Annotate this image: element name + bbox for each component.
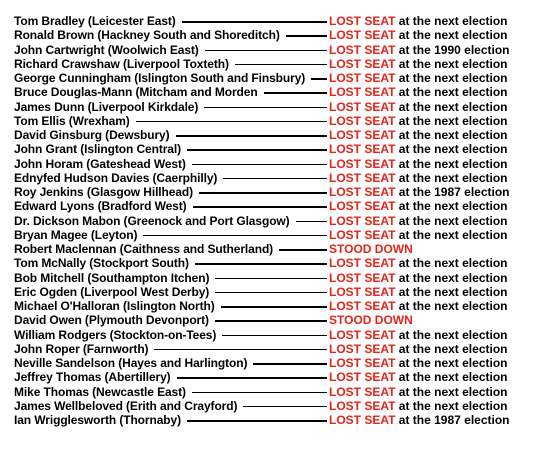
status-label: LOST SEAT (329, 71, 396, 85)
status-label: LOST SEAT (329, 85, 396, 100)
leader-line (182, 21, 327, 23)
leader-line (223, 178, 327, 180)
outcome (329, 313, 413, 327)
mp-name: Eric Ogden (Liverpool West Derby) (14, 284, 210, 299)
outcome (329, 71, 507, 85)
mp-name: David Ginsburg (Dewsbury) (14, 128, 170, 142)
status-label: STOOD DOWN (329, 313, 413, 328)
mp-name: Neville Sandelson (Hayes and Harlington) (14, 356, 248, 370)
list-item (14, 271, 530, 285)
status-detail: at the next election (395, 284, 508, 299)
outcome (329, 228, 507, 242)
status-label: LOST SEAT (329, 99, 396, 114)
status-label: LOST SEAT (329, 42, 396, 57)
list-item (14, 171, 530, 185)
mp-name: John Grant (Islington Central) (14, 142, 181, 157)
status-label: LOST SEAT (329, 185, 396, 199)
outcome (329, 242, 413, 256)
leader-line (192, 164, 327, 166)
status-label: LOST SEAT (329, 370, 396, 385)
leader-line (193, 206, 327, 208)
mp-name: Jeffrey Thomas (Abertillery) (14, 370, 171, 385)
leader-line (136, 121, 327, 123)
mp-name: John Roper (Farnworth) (14, 341, 149, 356)
mp-name: Michael O'Halloran (Islington North) (14, 299, 215, 313)
mp-name: Edward Lyons (Bradford West) (14, 199, 187, 214)
outcome (329, 370, 507, 384)
outcome (329, 285, 507, 299)
leader-line (296, 221, 327, 223)
status-detail: at the next election (395, 199, 508, 214)
list-item (14, 128, 530, 142)
mp-name: Mike Thomas (Newcastle East) (14, 384, 186, 399)
list-item (14, 214, 530, 228)
list-item (14, 370, 530, 384)
mp-name: William Rodgers (Stockton-on-Tees) (14, 327, 217, 342)
leader-line (192, 392, 327, 394)
list-item (14, 157, 530, 171)
leader-line (195, 263, 327, 265)
leader-line (222, 335, 327, 337)
status-detail: at the next election (395, 256, 508, 271)
status-label: LOST SEAT (329, 142, 396, 157)
list-item (14, 256, 530, 270)
status-label: LOST SEAT (329, 14, 396, 28)
status-detail: at the 1987 election (395, 185, 510, 199)
leader-line (143, 235, 327, 237)
list-item (14, 242, 530, 256)
status-detail: at the next election (395, 113, 508, 128)
status-detail: at the next election (395, 128, 508, 142)
leader-line (205, 50, 327, 52)
outcome (329, 185, 510, 199)
status-detail: at the 1990 election (395, 42, 510, 57)
status-detail: at the next election (395, 14, 508, 28)
list-item (14, 413, 530, 427)
leader-line (221, 306, 327, 308)
outcome (329, 43, 510, 57)
list-item (14, 385, 530, 399)
leader-line (154, 349, 327, 351)
status-detail: at the next election (395, 99, 508, 114)
outcome (329, 57, 507, 71)
mp-name: James Wellbeloved (Erith and Crayford) (14, 398, 238, 413)
status-label: LOST SEAT (329, 199, 396, 214)
outcome (329, 299, 507, 313)
mp-name: John Horam (Gateshead West) (14, 156, 186, 171)
leader-line (215, 278, 327, 280)
outcome (329, 128, 507, 142)
list-item (14, 114, 530, 128)
outcome (329, 14, 507, 28)
status-detail: at the next election (395, 227, 508, 242)
outcome (329, 256, 507, 270)
status-detail: at the next election (395, 142, 508, 157)
status-label: LOST SEAT (329, 128, 396, 142)
mp-name: Ronald Brown (Hackney South and Shoreditch) (14, 28, 280, 43)
list-item (14, 342, 530, 356)
mp-name: Bruce Douglas-Mann (Mitcham and Morden (14, 85, 258, 100)
outcome (329, 157, 507, 171)
list-item (14, 85, 530, 99)
outcome (329, 100, 507, 114)
status-label: LOST SEAT (329, 398, 396, 413)
status-label: LOST SEAT (329, 341, 396, 356)
list-item (14, 71, 530, 85)
leader-line (199, 192, 327, 194)
list-item (14, 356, 530, 370)
list-item (14, 57, 530, 71)
status-label: LOST SEAT (329, 227, 396, 242)
status-label: LOST SEAT (329, 384, 396, 399)
mp-name: Roy Jenkins (Glasgow Hillhead) (14, 185, 194, 199)
status-label: LOST SEAT (329, 284, 396, 299)
list-item (14, 313, 530, 327)
list-item (14, 199, 530, 213)
outcome (329, 413, 510, 427)
outcome (329, 85, 507, 99)
status-label: LOST SEAT (329, 56, 396, 71)
status-detail: at the next election (395, 170, 508, 185)
leader-line (235, 64, 327, 66)
status-detail: at the next election (395, 71, 508, 85)
outcome (329, 356, 507, 370)
outcome (329, 385, 507, 399)
leader-line (215, 320, 327, 322)
mp-name: John Cartwright (Woolwich East) (14, 42, 199, 57)
status-detail: at the 1987 election (395, 413, 510, 427)
outcome (329, 199, 507, 213)
leader-line (215, 292, 327, 294)
outcome (329, 114, 507, 128)
status-detail: at the next election (395, 299, 508, 313)
status-detail: at the next election (395, 398, 508, 413)
mp-name: George Cunningham (Islington South and Finsbury) (14, 71, 306, 85)
list-item (14, 43, 530, 57)
leader-line (279, 249, 327, 251)
list-item (14, 228, 530, 242)
status-detail: at the next election (395, 56, 508, 71)
status-label: LOST SEAT (329, 256, 396, 271)
leader-line (176, 135, 327, 137)
list-item (14, 142, 530, 156)
list-item (14, 328, 530, 342)
mp-name: Tom McNally (Stockport South) (14, 256, 189, 271)
status-detail: at the next election (395, 341, 508, 356)
outcome (329, 142, 507, 156)
outcome (329, 399, 507, 413)
status-label: LOST SEAT (329, 270, 396, 285)
status-detail: at the next election (395, 85, 508, 100)
mp-name: Dr. Dickson Mabon (Greenock and Port Glasgow) (14, 213, 290, 228)
list-item (14, 14, 530, 28)
status-label: LOST SEAT (329, 356, 396, 370)
leader-line (311, 78, 327, 80)
list-item (14, 399, 530, 413)
list-item (14, 28, 530, 42)
list-item (14, 100, 530, 114)
status-label: STOOD DOWN (329, 242, 413, 256)
mp-name: David Owen (Plymouth Devonport) (14, 313, 209, 328)
outcome (329, 214, 507, 228)
mp-name: Tom Bradley (Leicester East) (14, 14, 176, 28)
leader-line (253, 363, 327, 365)
outcome (329, 28, 507, 42)
mp-name: Bob Mitchell (Southampton Itchen) (14, 270, 210, 285)
status-label: LOST SEAT (329, 213, 396, 228)
status-label: LOST SEAT (329, 156, 396, 171)
status-label: LOST SEAT (329, 113, 396, 128)
status-detail: at the next election (395, 28, 508, 43)
mp-name: Tom Ellis (Wrexham) (14, 113, 130, 128)
status-label: LOST SEAT (329, 413, 396, 427)
mp-name: James Dunn (Liverpool Kirkdale) (14, 99, 199, 114)
leader-line (187, 149, 327, 151)
list-item (14, 285, 530, 299)
outcome (329, 271, 507, 285)
status-detail: at the next election (395, 156, 508, 171)
status-detail: at the next election (395, 384, 508, 399)
mp-name: Robert Maclennan (Caithness and Sutherland) (14, 242, 274, 256)
status-detail: at the next election (395, 370, 508, 385)
leader-line (243, 406, 327, 408)
status-label: LOST SEAT (329, 170, 396, 185)
mp-name: Ian Wrigglesworth (Thornaby) (14, 413, 181, 427)
outcome (329, 328, 507, 342)
status-detail: at the next election (395, 327, 508, 342)
leader-line (177, 377, 327, 379)
status-detail: at the next election (395, 213, 508, 228)
status-label: LOST SEAT (329, 327, 396, 342)
leader-line (187, 420, 327, 422)
outcome (329, 171, 507, 185)
outcome (329, 342, 507, 356)
mp-name: Bryan Magee (Leyton) (14, 227, 138, 242)
leader-line (204, 107, 327, 109)
list-item (14, 185, 530, 199)
list-item (14, 299, 530, 313)
mp-name: Ednyfed Hudson Davies (Caerphilly) (14, 170, 218, 185)
status-detail: at the next election (395, 356, 508, 370)
status-label: LOST SEAT (329, 28, 396, 43)
mp-name: Richard Crawshaw (Liverpool Toxteth) (14, 56, 229, 71)
mp-outcome-list (14, 14, 530, 427)
leader-line (286, 35, 327, 37)
status-detail: at the next election (395, 270, 508, 285)
leader-line (264, 92, 327, 94)
status-label: LOST SEAT (329, 299, 396, 313)
